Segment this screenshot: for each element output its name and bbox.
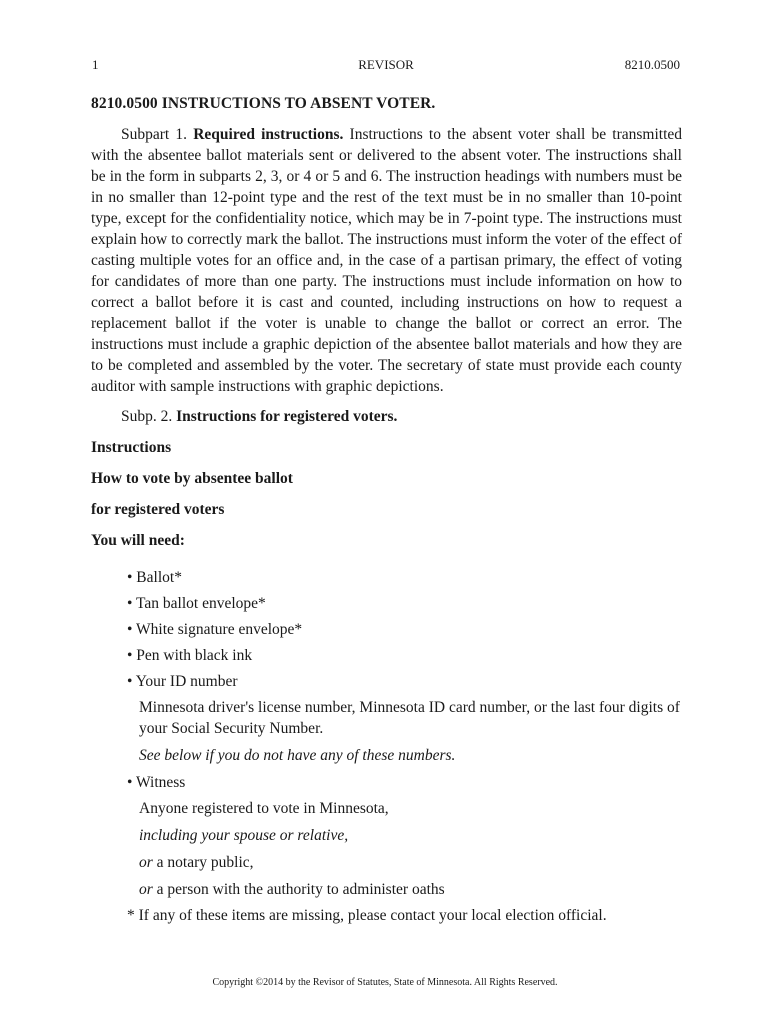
needed-items-list (91, 567, 682, 692)
list-item-id-number: • Your ID number (127, 673, 238, 690)
witness-line-2: including your spouse or relative, (139, 827, 349, 844)
witness-line-1: Anyone registered to vote in Minnesota, (139, 800, 389, 817)
rule-title: 8210.0500 INSTRUCTIONS TO ABSENT VOTER. (91, 95, 436, 112)
you-will-need-heading: You will need: (91, 532, 185, 549)
subpart-2-heading: Instructions for registered voters. (176, 408, 398, 425)
missing-items-note: * If any of these items are missing, please contact your local election official. (127, 907, 607, 924)
list-item-pen: • Pen with black ink (127, 647, 253, 664)
list-item-tan-envelope: • Tan ballot envelope* (127, 595, 266, 612)
witness-oath: a person with the authority to administer oaths (152, 881, 445, 898)
witness-list (91, 772, 682, 793)
page-number: 1 (92, 57, 99, 72)
header-rule-number: 8210.0500 (624, 57, 680, 72)
copyright-footer: Copyright ©2014 by the Revisor of Statutes, State of Minnesota. All Rights Reserved. (212, 977, 558, 988)
subpart-2-label: Subp. 2. (121, 408, 173, 425)
id-number-note: Minnesota driver's license number, Minnesota ID card number, or the last four digits of your Social Security Number. (139, 699, 680, 737)
subpart-1 (91, 124, 682, 397)
witness-notary: a notary public, (152, 854, 254, 871)
witness-line-3 (139, 852, 682, 873)
witness-or-2: or (139, 881, 153, 898)
subpart-1-text: Instructions to the absent voter shall be transmitted with the absentee ballot materials sent or delivered to the absent voter. The instructions shall be in the form in subparts 2, 3, or 4 or 5 and 6. The instruction headings with numbers must be in no smaller than 12-point type and the rest of the text must be in no smaller than 10-point type, except for the confidentiality notice, which may be in 7-point type. The instructions must explain how to correctly mark the ballot. The instructions must inform the voter of the effect of casting multiple votes for an office and, in the case of a partisan primary, the effect of voting for candidates of more than one party. The instructions must include information on how to correct a ballot before it is cast and counted, including instructions on how to request a replacement ballot if the voter is unable to change the ballot or correct an error. The instructions must include a graphic depiction of the absentee ballot materials and how they are to be completed and assembled by the voter. The secretary of state must provide each county auditor with sample instructions with graphic depictions. (91, 126, 683, 395)
document-body (91, 93, 682, 926)
witness-or-1: or (139, 854, 153, 871)
instructions-heading: Instructions (91, 439, 172, 456)
how-to-vote-heading: How to vote by absentee ballot (91, 470, 293, 487)
revisor-label: REVISOR (358, 57, 414, 72)
subpart-2 (91, 406, 682, 427)
id-number-note-italic: See below if you do not have any of these numbers. (139, 747, 456, 764)
list-item-ballot: • Ballot* (127, 569, 182, 586)
for-registered-heading: for registered voters (91, 501, 225, 518)
witness-line-4 (139, 879, 682, 900)
list-item-witness: • Witness (127, 774, 186, 791)
subpart-1-label: Subpart 1. (121, 126, 188, 143)
list-item-signature-envelope: • White signature envelope* (127, 621, 303, 638)
subpart-1-heading: Required instructions. (193, 126, 344, 143)
running-header (92, 57, 680, 73)
